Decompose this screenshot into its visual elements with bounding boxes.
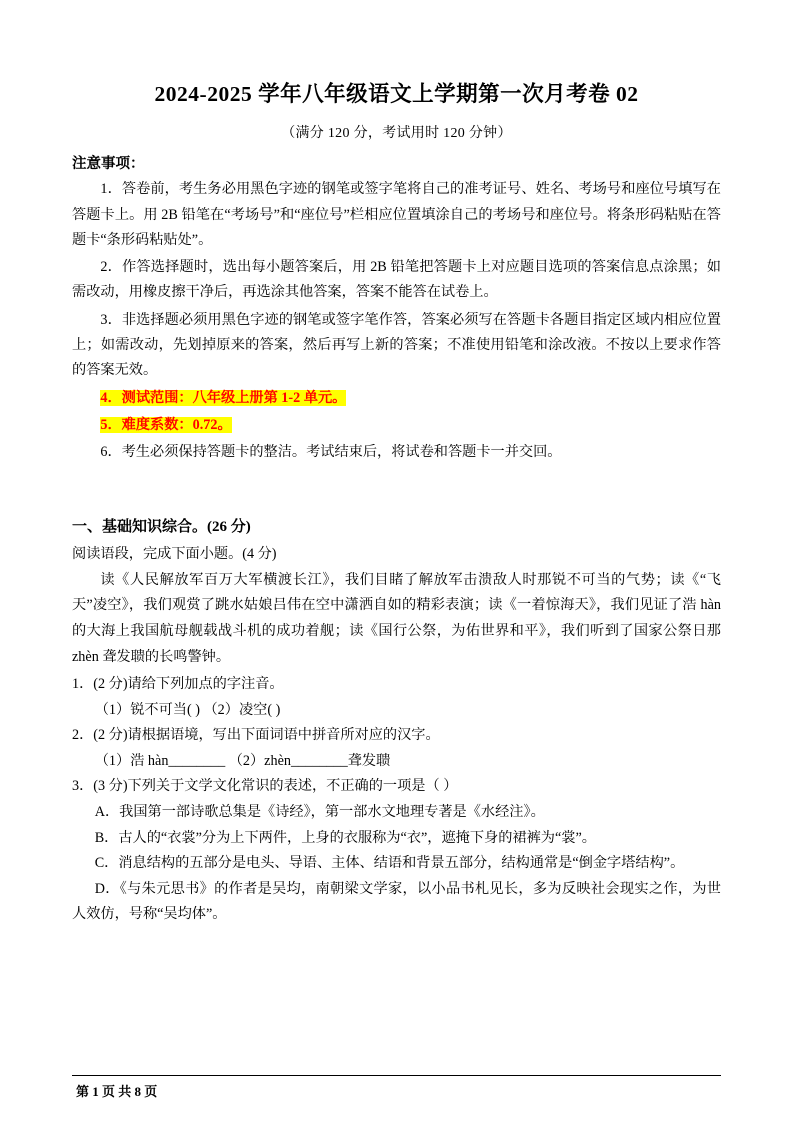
question-2-sub: （1）浩 hàn________ （2）zhèn________聋发聩 — [94, 752, 391, 769]
page-footer — [72, 1075, 721, 1100]
page-title: 2024-2025 学年八年级语文上学期第一次月考卷 02 — [154, 82, 639, 106]
notice-4-value: 八年级上册第 1-2 单元。 — [192, 389, 347, 406]
section-1-title: 一、基础知识综合。(26 分) — [72, 519, 251, 536]
notice-heading: 注意事项： — [72, 156, 145, 173]
notice-item-4 — [72, 386, 721, 411]
notice-4-label: 4．测试范围： — [100, 389, 193, 406]
question-3-option-a: A．我国第一部诗歌总集是《诗经》，第一部水文地理专著是《水经注》。 — [94, 803, 545, 820]
notice-5-label: 5．难度系数： — [100, 416, 193, 433]
exam-subtitle: （满分 120 分，考试用时 120 分钟） — [281, 126, 512, 142]
notice-item-1: 1．答卷前，考生务必用黑色字迹的钢笔或签字笔将自己的准考证号、姓名、考场号和座位号填写在答题卡上。用 2B 铅笔在“考场号”和“座位号”栏相应位置填涂自己的考场号和座位号。将条形码粘贴在答题卡“条形码粘贴处”。 — [72, 181, 721, 248]
question-1-stem: 1．(2 分)请给下列加点的字注音。 — [72, 676, 284, 693]
question-1-sub: （1）锐不可当( ) （2）凌空( ) — [94, 701, 281, 718]
question-3-option-c: C．消息结构的五部分是电头、导语、主体、结语和背景五部分，结构通常是“倒金字塔结构”。 — [94, 855, 685, 872]
question-3-stem: 3．(3 分)下列关于文学文化常识的表述，不正确的一项是（ ） — [72, 778, 458, 795]
section-1-instruction: 阅读语段，完成下面小题。(4 分) — [72, 546, 277, 563]
page-number: 第 1 页 共 8 页 — [76, 1084, 158, 1099]
question-3-option-d: D．《与朱元思书》的作者是吴均，南朝梁文学家，以小品书札见长，多为反映社会现实之作，为世人效仿，号称“吴均体”。 — [72, 880, 721, 923]
notice-5-value: 0.72。 — [192, 416, 232, 433]
reading-passage: 读《人民解放军百万大军横渡长江》，我们目睹了解放军击溃敌人时那锐不可当的气势；读《“飞天”凌空》，我们观赏了跳水姑娘吕伟在空中潇洒自如的精彩表演；读《一着惊海天》，我们见证了浩 hàn 的大海上我国航母舰载战斗机的成功着舰；读《国行公祭，为佑世界和平》，我们听到了国家公祭日那 zhèn 聋发聩的长鸣警钟。 — [72, 571, 721, 665]
notice-item-5 — [72, 413, 721, 438]
notice-item-3: 3．非选择题必须用黑色字迹的钢笔或签字笔作答，答案必须写在答题卡各题目指定区域内相应位置上；如需改动，先划掉原来的答案，然后再写上新的答案；不准使用铅笔和涂改液。不按以上要求作答的答案无效。 — [72, 311, 721, 379]
section-spacer — [72, 467, 721, 489]
question-2-stem: 2．(2 分)请根据语境，写出下面词语中拼音所对应的汉字。 — [72, 727, 440, 744]
question-3-option-b: B．古人的“衣裳”分为上下两件，上身的衣服称为“衣”，遮掩下身的裙裤为“裳”。 — [94, 829, 596, 846]
notice-item-2: 2．作答选择题时，选出每小题答案后，用 2B 铅笔把答题卡上对应题目选项的答案信息点涂黑；如需改动，用橡皮擦干净后，再选涂其他答案，答案不能答在试卷上。 — [72, 259, 721, 301]
notice-item-6: 6．考生必须保持答题卡的整洁。考试结束后，将试卷和答题卡一并交回。 — [100, 444, 562, 461]
